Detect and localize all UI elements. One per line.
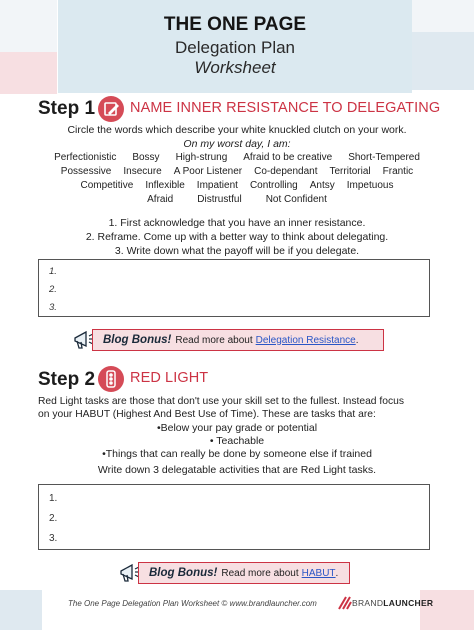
answer-line-2[interactable]: 2. (49, 284, 57, 295)
instruction-3: 3. Write down what the payoff will be if you delegate. (114, 245, 360, 257)
word-option[interactable]: Impetuous (346, 180, 394, 191)
word-option[interactable]: Insecure (123, 166, 162, 177)
bonus-title: Blog Bonus! (103, 334, 172, 346)
step1-heading: NAME INNER RESISTANCE TO DELEGATING (130, 100, 441, 116)
word-option[interactable]: Perfectionistic (54, 152, 117, 163)
background-tile (412, 0, 474, 32)
bullet-item: •Things that can really be done by someone else if trained (102, 448, 372, 460)
step1-label: Step 1 (38, 98, 96, 119)
step2-answer-box[interactable] (38, 484, 430, 550)
word-option[interactable]: Afraid (147, 194, 174, 205)
step1-intro: Circle the words which describe your white knuckled clutch on your work. (67, 124, 407, 136)
answer-line-1[interactable]: 1. (49, 493, 58, 504)
step1-prompt: On my worst day, I am: (183, 138, 291, 150)
background-tile (0, 0, 57, 52)
step2-write-down: Write down 3 delegatable activities that are Red Light tasks. (97, 464, 377, 476)
brand-light: BRAND (352, 598, 384, 608)
word-row (20, 194, 454, 205)
page-title: THE ONE PAGE (163, 14, 307, 35)
brand-bold: LAUNCHER (383, 598, 434, 608)
word-option[interactable]: Distrustful (197, 194, 242, 205)
word-row (20, 166, 454, 177)
instruction-1: 1. First acknowledge that you have an inner resistance. (108, 217, 366, 229)
answer-line-1[interactable]: 1. (49, 266, 57, 277)
instruction-2: 2. Reframe. Come up with a better way to think about delegating. (85, 231, 389, 243)
bonus-title: Blog Bonus! (149, 567, 218, 579)
answer-line-3[interactable]: 3. (49, 533, 58, 544)
word-option[interactable]: Not Confident (265, 194, 327, 205)
page-subtitle: Delegation Plan (174, 38, 296, 57)
answer-line-2[interactable]: 2. (49, 513, 58, 524)
habut-link[interactable]: HABUT (301, 567, 336, 579)
word-option[interactable]: Short-Tempered (348, 152, 420, 163)
word-option[interactable]: Competitive (80, 180, 134, 191)
background-tile (0, 52, 57, 94)
answer-line-3[interactable]: 3. (49, 302, 57, 313)
brand-stripes-icon (338, 596, 352, 610)
bonus-text: Read more about (175, 334, 253, 346)
word-option[interactable]: Controlling (249, 180, 298, 191)
bonus-period: . (335, 567, 339, 579)
word-option[interactable]: Antsy (309, 180, 335, 191)
word-option[interactable]: Impatient (196, 180, 238, 191)
word-option[interactable]: Afraid to be creative (243, 152, 333, 163)
bonus-period: . (355, 334, 359, 346)
delegation-resistance-link[interactable]: Delegation Resistance (255, 334, 356, 346)
background-tile (0, 590, 42, 630)
word-row (20, 152, 454, 163)
word-option[interactable]: Bossy (132, 152, 160, 163)
paragraph-line: on your HABUT (Highest And Best Use of Time). These are tasks that are: (38, 409, 376, 420)
word-option[interactable]: Frantic (382, 166, 414, 177)
traffic-light-icon (98, 366, 124, 392)
word-option[interactable]: High-strung (175, 152, 228, 163)
brand-logo[interactable] (352, 598, 433, 608)
bullet-item: • Teachable (209, 435, 265, 447)
step2-heading: RED LIGHT (130, 370, 209, 386)
bullet-item: •Below your pay grade or potential (156, 422, 318, 434)
step2-label: Step 2 (38, 369, 96, 390)
title-banner (58, 0, 412, 93)
word-option[interactable]: Possessive (60, 166, 112, 177)
word-option[interactable]: Inflexible (145, 180, 185, 191)
page-subtitle-italic: Worksheet (194, 58, 276, 77)
step1-answer-box[interactable] (38, 259, 430, 317)
word-option[interactable]: Co-dependant (254, 166, 318, 177)
background-tile (420, 590, 474, 630)
footer-copyright: The One Page Delegation Plan Worksheet © www.brandlauncher.com (68, 599, 317, 608)
bonus-text: Read more about (221, 567, 299, 579)
word-row (20, 180, 454, 191)
edit-note-icon (98, 96, 124, 122)
blog-bonus-banner (138, 562, 350, 584)
word-option[interactable]: A Poor Listener (173, 166, 243, 177)
background-tile (412, 32, 474, 90)
blog-bonus-banner (92, 329, 384, 351)
step2-paragraph (38, 395, 448, 421)
word-option[interactable]: Territorial (329, 166, 371, 177)
paragraph-line: Red Light tasks are those that don't use your skill set to the fullest. Instead focus (38, 396, 404, 407)
